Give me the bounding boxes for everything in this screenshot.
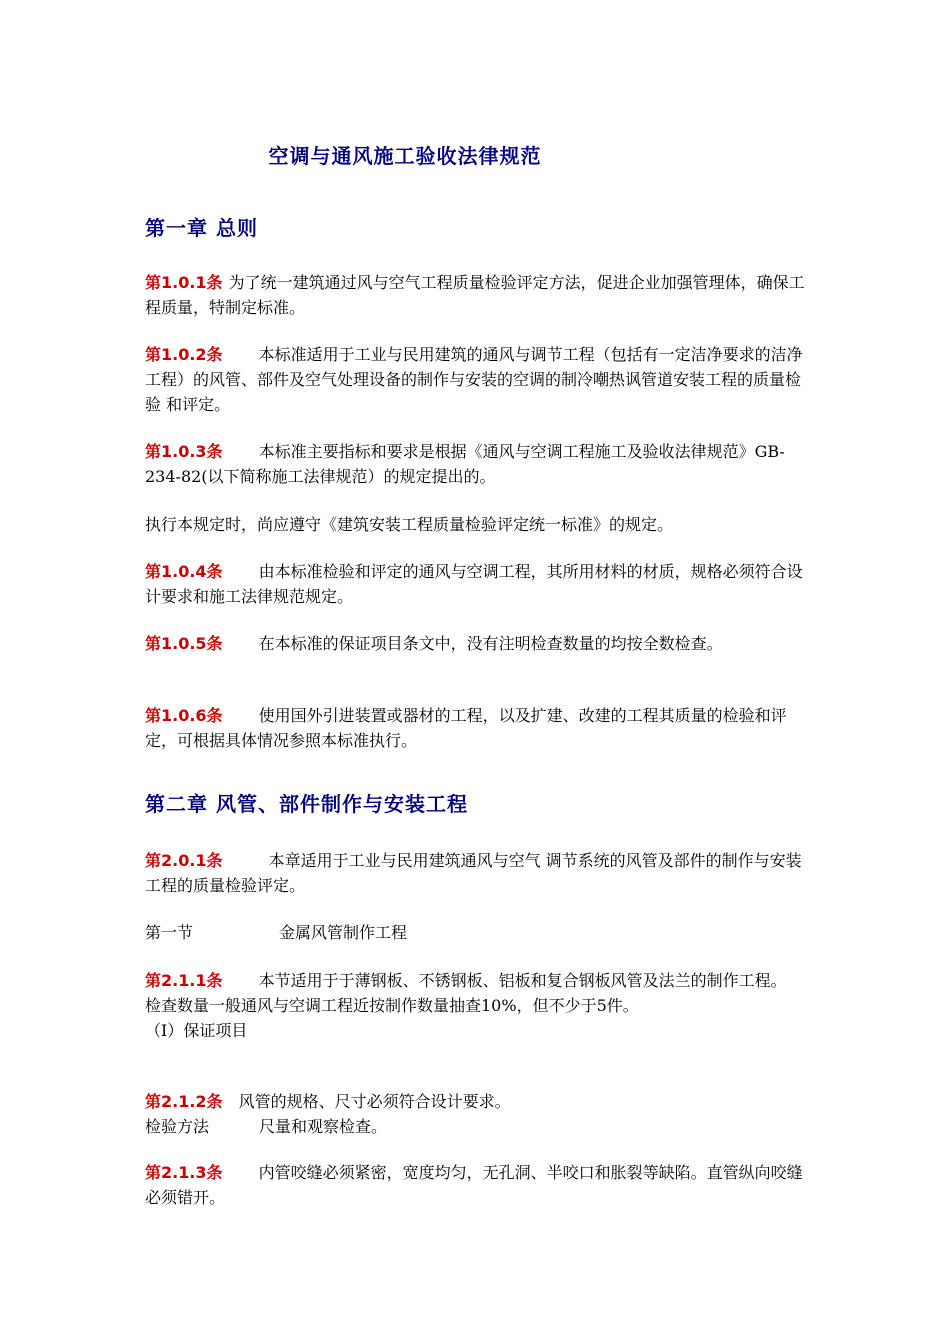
inspection-method-label: 检验方法 (145, 1117, 210, 1136)
clause-number: 第1.0.2条 (145, 345, 223, 364)
clause-number: 第1.0.4条 (145, 562, 223, 581)
inspection-quantity: 检查数量一般通风与空调工程近按制作数量抽查10%，但不少于5件。 (145, 996, 639, 1015)
inspection-method (145, 1114, 810, 1139)
clause-2-0-1 (145, 848, 810, 898)
clause-number: 第1.0.6条 (145, 706, 223, 725)
clause-number: 第2.0.1条 (145, 851, 223, 870)
clause-number: 第1.0.3条 (145, 442, 223, 461)
clause-text: 内管咬缝必须紧密，宽度均匀，无孔洞、半咬口和胀裂等缺陷。直管纵向咬缝必须错开。 (145, 1163, 803, 1207)
clause-number: 第1.0.5条 (145, 634, 223, 653)
clause-1-0-6 (145, 703, 810, 753)
clause-1-0-4 (145, 559, 810, 609)
clause-1-0-2 (145, 342, 810, 417)
chapter-2-heading: 第二章 风管、部件制作与安装工程 (145, 792, 468, 816)
clause-text: 本节适用于于薄钢板、不锈钢板、铝板和复合钢板风管及法兰的制作工程。 (258, 971, 787, 990)
clause-number: 第2.1.3条 (145, 1163, 223, 1182)
document-title: 空调与通风施工验收法律规范 (268, 144, 542, 168)
inspection-method-text: 尺量和观察检查。 (259, 1117, 388, 1136)
clause-text: 本标准适用于工业与民用建筑的通风与调节工程（包括有一定洁净要求的洁净工程）的风管、部件及空气处理设备的制作与安装的空调的制冷嘲热讽管道安装工程的质量检验 和评定。 (145, 345, 803, 414)
execution-note: 执行本规定时，尚应遵守《建筑安装工程质量检验评定统一标准》的规定。 (145, 515, 674, 534)
clause-text: 由本标准检验和评定的通风与空调工程，其所用材料的材质，规格必须符合设计要求和施工法律规范规定。 (145, 562, 803, 606)
section-title: 金属风管制作工程 (279, 923, 408, 942)
section-label: 第一节 (145, 923, 194, 942)
clause-text: 使用国外引进装置或器材的工程，以及扩建、改建的工程其质量的检验和评定，可根据具体情况参照本标准执行。 (145, 706, 787, 750)
clause-text: 风管的规格、尺寸必须符合设计要求。 (238, 1092, 511, 1111)
clause-2-1-2 (145, 1089, 810, 1139)
clause-1-0-5 (145, 631, 810, 656)
clause-text: 在本标准的保证项目条文中，没有注明检查数量的均按全数检查。 (258, 634, 723, 653)
clause-text: 为了统一建筑通过风与空气工程质量检验评定方法，促进企业加强管理体，确保工程质量，特制定标准。 (145, 273, 805, 317)
clause-2-1-3 (145, 1160, 810, 1210)
section-1-heading (145, 920, 810, 945)
chapter-1-heading: 第一章 总则 (145, 216, 258, 240)
clause-1-0-1 (145, 270, 810, 320)
clause-number: 第2.1.1条 (145, 971, 223, 990)
guarantee-items-label: （I）保证项目 (145, 1021, 248, 1040)
clause-number: 第1.0.1条 (145, 273, 223, 292)
clause-1-0-3 (145, 439, 810, 489)
clause-number: 第2.1.2条 (145, 1092, 223, 1111)
clause-2-1-1 (145, 968, 810, 1043)
clause-text: 本章适用于工业与民用建筑通风与空气 调节系统的风管及部件的制作与安装工程的质量检验评定。 (145, 851, 802, 895)
clause-text: 本标准主要指标和要求是根据《通风与空调工程施工及验收法律规范》GB-234-82(以下简称施工法律规范）的规定提出的。 (145, 442, 785, 486)
